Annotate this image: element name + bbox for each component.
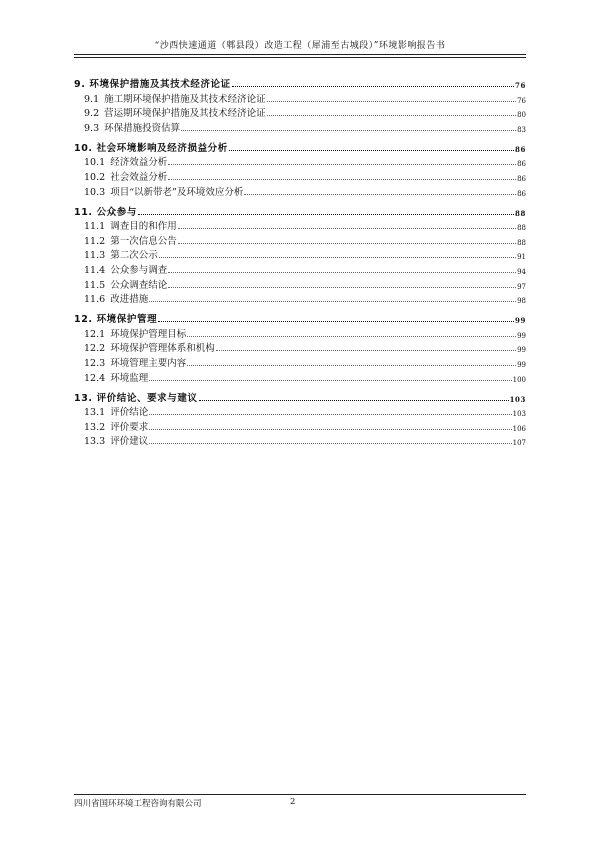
- toc-entry-number: 12.: [74, 314, 93, 326]
- toc-entry-title: [84, 105, 266, 119]
- toc-page-number: 100: [512, 375, 526, 384]
- toc-entry-title: [84, 355, 186, 369]
- toc-entry-number: 11.1: [84, 221, 106, 233]
- toc-page-number: 99: [517, 346, 526, 355]
- toc-dot-leader: [244, 194, 516, 195]
- toc-section-entry[interactable]: [74, 291, 526, 306]
- toc-page-number: 88: [517, 238, 526, 247]
- toc-entry-text: 社会效益分析: [110, 171, 168, 183]
- toc-dot-leader: [149, 443, 511, 444]
- toc-entry-title: [84, 247, 158, 261]
- toc-dot-leader: [178, 228, 516, 229]
- toc-page-number: 91: [517, 253, 526, 262]
- toc-entry-number: 9.: [74, 79, 86, 90]
- toc-page-number: 94: [517, 267, 526, 276]
- toc-entry-text: 评价建议: [110, 436, 149, 448]
- toc-entry-title: [74, 76, 231, 90]
- table-of-contents: [74, 70, 526, 447]
- toc-entry-number: 12.3: [84, 357, 106, 369]
- toc-entry-text: 公众参与调查: [110, 264, 168, 276]
- toc-section-entry[interactable]: [74, 90, 526, 105]
- toc-dot-leader: [216, 350, 516, 351]
- toc-dot-leader: [187, 365, 516, 366]
- toc-entry-title: [84, 154, 167, 168]
- toc-entry-title: [84, 277, 167, 291]
- toc-dot-leader: [199, 400, 509, 401]
- toc-chapter-entry[interactable]: [74, 137, 526, 154]
- toc-section-entry[interactable]: [74, 218, 526, 233]
- toc-entry-title: [74, 140, 228, 154]
- toc-page-number: 86: [515, 144, 526, 154]
- toc-dot-leader: [168, 164, 516, 165]
- toc-entry-number: 12.1: [84, 328, 106, 340]
- toc-entry-text: 第一次信息公告: [110, 235, 177, 247]
- toc-entry-text: 评价要求: [110, 421, 149, 433]
- toc-entry-number: 13.2: [84, 421, 106, 433]
- toc-page-number: 103: [509, 394, 526, 404]
- toc-dot-leader: [138, 214, 514, 215]
- toc-page-number: 99: [517, 331, 526, 340]
- toc-page-number: 88: [517, 224, 526, 233]
- toc-dot-leader: [267, 101, 516, 102]
- toc-entry-number: 13.3: [84, 436, 106, 448]
- toc-entry-number: 11.4: [84, 264, 106, 276]
- toc-entry-number: 10.3: [84, 186, 106, 198]
- toc-dot-leader: [168, 287, 516, 288]
- toc-entry-text: 环境保护措施及其技术经济论证: [89, 79, 231, 90]
- toc-entry-text: 调查目的和作用: [110, 221, 177, 233]
- toc-entry-text: 经济效益分析: [110, 157, 168, 169]
- toc-entry-text: 评价结论: [110, 407, 149, 419]
- toc-dot-leader: [232, 86, 514, 87]
- toc-page-number: 80: [517, 111, 526, 120]
- toc-entry-text: 社会环境影响及经济损益分析: [96, 142, 228, 154]
- toc-entry-number: 13.1: [84, 407, 106, 419]
- header-rule-thin: [74, 57, 526, 58]
- toc-entry-number: 11.5: [84, 279, 106, 291]
- toc-entry-text: 环保措施投资估算: [104, 122, 181, 134]
- toc-entry-title: [84, 91, 266, 105]
- toc-section-entry[interactable]: [74, 105, 526, 120]
- toc-section-entry[interactable]: [74, 276, 526, 291]
- toc-entry-title: [84, 169, 167, 183]
- toc-section-entry[interactable]: [74, 168, 526, 183]
- toc-entry-title: [84, 262, 167, 276]
- toc-page-number: 97: [517, 282, 526, 291]
- toc-entry-text: 施工期环境保护措施及其技术经济论证: [104, 93, 266, 105]
- toc-section-entry[interactable]: [74, 154, 526, 169]
- toc-section-entry[interactable]: [74, 325, 526, 340]
- toc-page-number: 76: [517, 96, 526, 105]
- toc-section-entry[interactable]: [74, 261, 526, 276]
- toc-entry-number: 12.4: [84, 372, 106, 384]
- toc-entry-title: [84, 340, 215, 354]
- toc-entry-title: [84, 326, 186, 340]
- toc-dot-leader: [229, 150, 514, 151]
- toc-entry-text: 公众参与: [96, 206, 137, 218]
- toc-chapter-entry[interactable]: [74, 201, 526, 218]
- toc-entry-title: [84, 184, 243, 198]
- toc-entry-number: 10.: [74, 142, 93, 154]
- toc-entry-number: 10.2: [84, 171, 106, 183]
- toc-page-number: 76: [515, 81, 526, 90]
- toc-dot-leader: [149, 429, 511, 430]
- toc-entry-number: 11.: [74, 206, 93, 218]
- toc-section-entry[interactable]: [74, 247, 526, 262]
- toc-entry-title: [84, 370, 148, 384]
- toc-page-number: 83: [517, 125, 526, 134]
- toc-page-number: 86: [517, 160, 526, 169]
- toc-section-entry[interactable]: [74, 418, 526, 433]
- toc-dot-leader: [168, 179, 516, 180]
- toc-page-number: 99: [517, 360, 526, 369]
- toc-page-number: 99: [515, 316, 526, 326]
- toc-page-number: 86: [517, 189, 526, 198]
- toc-page-number: 107: [512, 439, 526, 448]
- toc-dot-leader: [267, 115, 516, 116]
- page-header-title: “沙西快速通道（郫县段）改造工程（犀浦至古城段）”环境影响报告书: [154, 41, 446, 51]
- toc-page-number: 98: [517, 297, 526, 306]
- toc-section-entry[interactable]: [74, 119, 526, 134]
- toc-entry-text: 第二次公示: [110, 250, 158, 262]
- toc-chapter-entry[interactable]: [74, 387, 526, 404]
- toc-dot-leader: [149, 414, 511, 415]
- toc-entry-number: 11.2: [84, 235, 106, 247]
- toc-entry-text: 公众调查结论: [110, 279, 168, 291]
- toc-section-entry[interactable]: [74, 369, 526, 384]
- toc-entry-number: 12.2: [84, 343, 106, 355]
- toc-entry-number: 10.1: [84, 157, 106, 169]
- toc-entry-text: 评价结论、要求与建议: [96, 392, 198, 404]
- toc-dot-leader: [159, 257, 516, 258]
- toc-chapter-entry[interactable]: [74, 73, 526, 90]
- toc-entry-title: [84, 120, 180, 134]
- toc-entry-title: [74, 311, 157, 325]
- toc-entry-text: 改进措施: [110, 294, 149, 306]
- toc-entry-number: 9.2: [84, 108, 100, 120]
- toc-page-number: 86: [517, 174, 526, 183]
- toc-entry-number: 9.3: [84, 122, 100, 134]
- toc-entry-text: 环境监理: [110, 372, 149, 384]
- toc-section-entry[interactable]: [74, 340, 526, 355]
- toc-entry-title: [84, 419, 148, 433]
- toc-dot-leader: [168, 272, 516, 273]
- toc-section-entry[interactable]: [74, 433, 526, 448]
- toc-section-entry[interactable]: [74, 354, 526, 369]
- header-rule: [74, 54, 526, 55]
- toc-entry-title: [84, 218, 177, 232]
- toc-entry-title: [74, 204, 137, 218]
- toc-entry-number: 9.1: [84, 93, 100, 105]
- toc-entry-text: 环境管理主要内容: [110, 357, 187, 369]
- toc-entry-title: [84, 404, 148, 418]
- footer-page-number: 2: [290, 797, 296, 807]
- toc-entry-title: [84, 233, 177, 247]
- toc-entry-number: 11.6: [84, 294, 106, 306]
- toc-section-entry[interactable]: [74, 404, 526, 419]
- toc-dot-leader: [178, 243, 516, 244]
- toc-entry-text: 环境保护管理目标: [110, 328, 187, 340]
- toc-dot-leader: [149, 301, 516, 302]
- toc-entry-title: [84, 291, 148, 305]
- toc-entry-title: [84, 433, 148, 447]
- toc-entry-text: 营运期环境保护措施及其技术经济论证: [104, 108, 266, 120]
- toc-dot-leader: [149, 380, 511, 381]
- toc-entry-text: 环境保护管理体系和机构: [110, 343, 215, 355]
- toc-section-entry[interactable]: [74, 183, 526, 198]
- toc-entry-number: 13.: [74, 392, 93, 404]
- toc-entry-text: 环境保护管理: [96, 314, 158, 326]
- toc-page-number: 103: [512, 410, 526, 419]
- toc-dot-leader: [158, 321, 514, 322]
- toc-page-number: 88: [515, 208, 526, 218]
- toc-section-entry[interactable]: [74, 232, 526, 247]
- footer-company: 四川省国环环境工程咨询有限公司: [74, 799, 202, 809]
- toc-dot-leader: [187, 336, 516, 337]
- toc-chapter-entry[interactable]: [74, 308, 526, 325]
- toc-entry-number: 11.3: [84, 250, 106, 262]
- footer-rule: [74, 794, 526, 795]
- toc-page-number: 106: [512, 424, 526, 433]
- toc-entry-title: [74, 390, 198, 404]
- toc-dot-leader: [181, 130, 516, 131]
- toc-entry-text: 项目“以新带老”及环境效应分析: [110, 186, 244, 198]
